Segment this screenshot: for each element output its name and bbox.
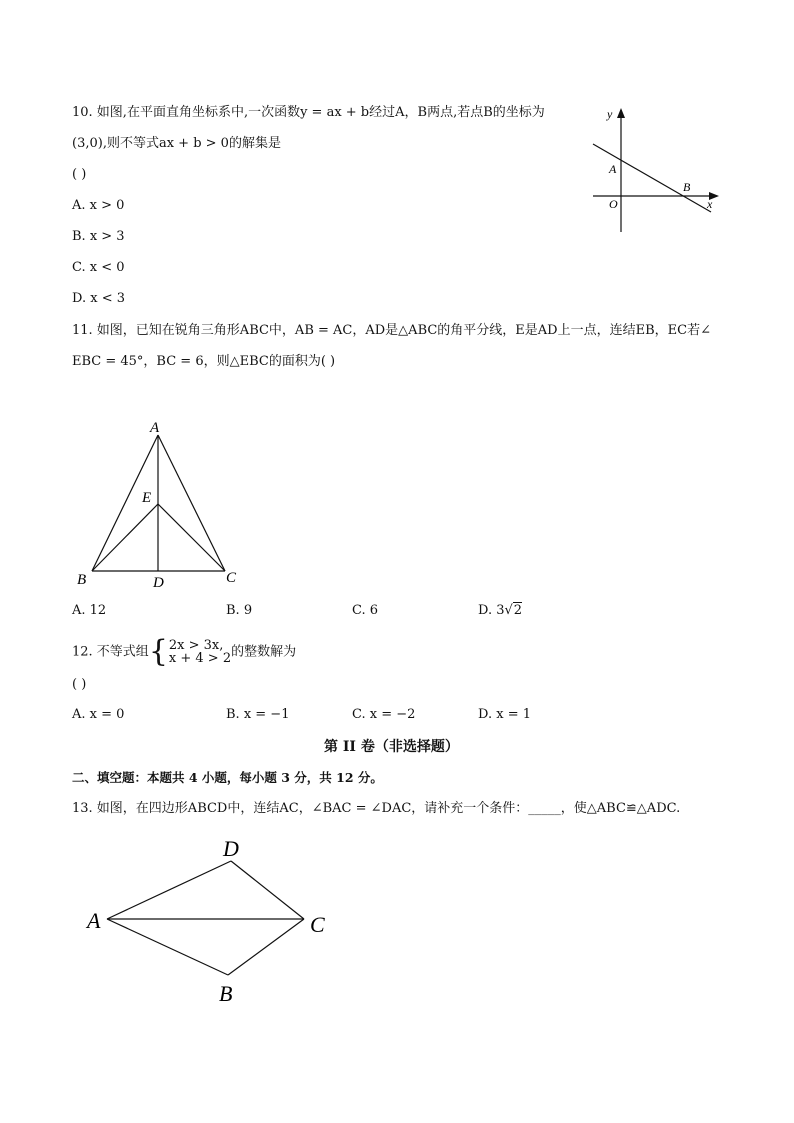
q11-line2: EBC = 45°，BC = 6，则△EBC的面积为( ) <box>72 354 336 369</box>
q11-d-label: D <box>153 575 164 591</box>
q11-option-b: B. 9 <box>226 603 253 618</box>
q11-option-d <box>478 602 522 620</box>
q13-c-label: C <box>310 912 325 937</box>
q11-segment-eb <box>92 504 158 571</box>
q11-b-label: B <box>77 572 87 588</box>
q13-side-ba <box>107 919 228 975</box>
q10-line2: (3,0),则不等式ax + b > 0的解集是 <box>72 136 281 151</box>
q10-y-label: y <box>607 107 613 121</box>
q10-y-arrow <box>617 108 625 118</box>
q13-side-dc <box>231 861 304 919</box>
q13-side-ad <box>107 861 231 919</box>
q11-triangle-figure <box>70 415 260 595</box>
q13-side-cb <box>228 919 304 975</box>
q12-option-d: D. x = 1 <box>478 707 531 722</box>
q12-suffix: 的整数解为 <box>231 644 297 660</box>
q10-coordinate-figure <box>585 100 725 235</box>
q12-option-c: C. x = −2 <box>352 707 416 722</box>
q10-paren: ( ) <box>72 167 87 182</box>
q12-stem <box>72 634 297 669</box>
q10-option-c: C. x < 0 <box>72 260 125 275</box>
q10-b-label: B <box>683 180 691 194</box>
q11-e-label: E <box>142 490 152 506</box>
q11-option-d-prefix: D. 3 <box>478 603 505 618</box>
q11-option-c: C. 6 <box>352 603 379 618</box>
q13-b-label: B <box>219 981 233 1006</box>
fill-heading: 二、填空题：本题共 4 小题，每小题 3 分，共 12 分。 <box>72 770 383 785</box>
q10-option-a: A. x > 0 <box>72 198 125 213</box>
q13-quadrilateral-figure <box>80 835 340 1010</box>
q10-line1: 10. 如图,在平面直角坐标系中,一次函数y = ax + b经过A，B两点,若点B的坐标为 <box>72 105 545 120</box>
section-title: 第 II 卷（非选择题） <box>324 739 459 755</box>
q12-sys-line1: 2x > 3x, <box>168 638 224 653</box>
q10-option-d: D. x < 3 <box>72 291 125 306</box>
q13-text: 13. 如图，在四边形ABCD中，连结AC，∠BAC = ∠DAC，请补充一个条件：_____，使△ABC≌△ADC. <box>72 801 681 816</box>
q11-side-ac <box>158 435 225 571</box>
q12-option-b: B. x = −1 <box>226 707 290 722</box>
q11-c-label: C <box>226 570 237 586</box>
q11-option-a: A. 12 <box>72 603 107 618</box>
q12-brace: { <box>148 634 168 669</box>
q11-line1: 11. 如图，已知在锐角三角形ABC中，AB = AC，AD是△ABC的角平分线，E是AD上一点，连结EB，EC若∠ <box>72 323 711 338</box>
q13-a-label: A <box>87 908 101 933</box>
q12-paren: ( ) <box>72 677 87 692</box>
q10-x-label: x <box>707 197 713 211</box>
q12-prefix: 12. 不等式组 <box>72 644 149 660</box>
q11-segment-ec <box>158 504 225 571</box>
q12-option-a: A. x = 0 <box>72 707 125 722</box>
q10-a-label: A <box>609 162 617 176</box>
q13-d-label: D <box>223 836 239 861</box>
q11-sqrt-sign: √ <box>504 603 513 618</box>
q11-option-d-radicand: 2 <box>513 603 523 618</box>
q12-sys-line2: x + 4 > 2 <box>168 651 232 666</box>
q10-o-label: O <box>609 197 618 211</box>
q12-inequality-system <box>148 634 232 669</box>
q11-a-label: A <box>150 420 160 436</box>
q10-option-b: B. x > 3 <box>72 229 125 244</box>
